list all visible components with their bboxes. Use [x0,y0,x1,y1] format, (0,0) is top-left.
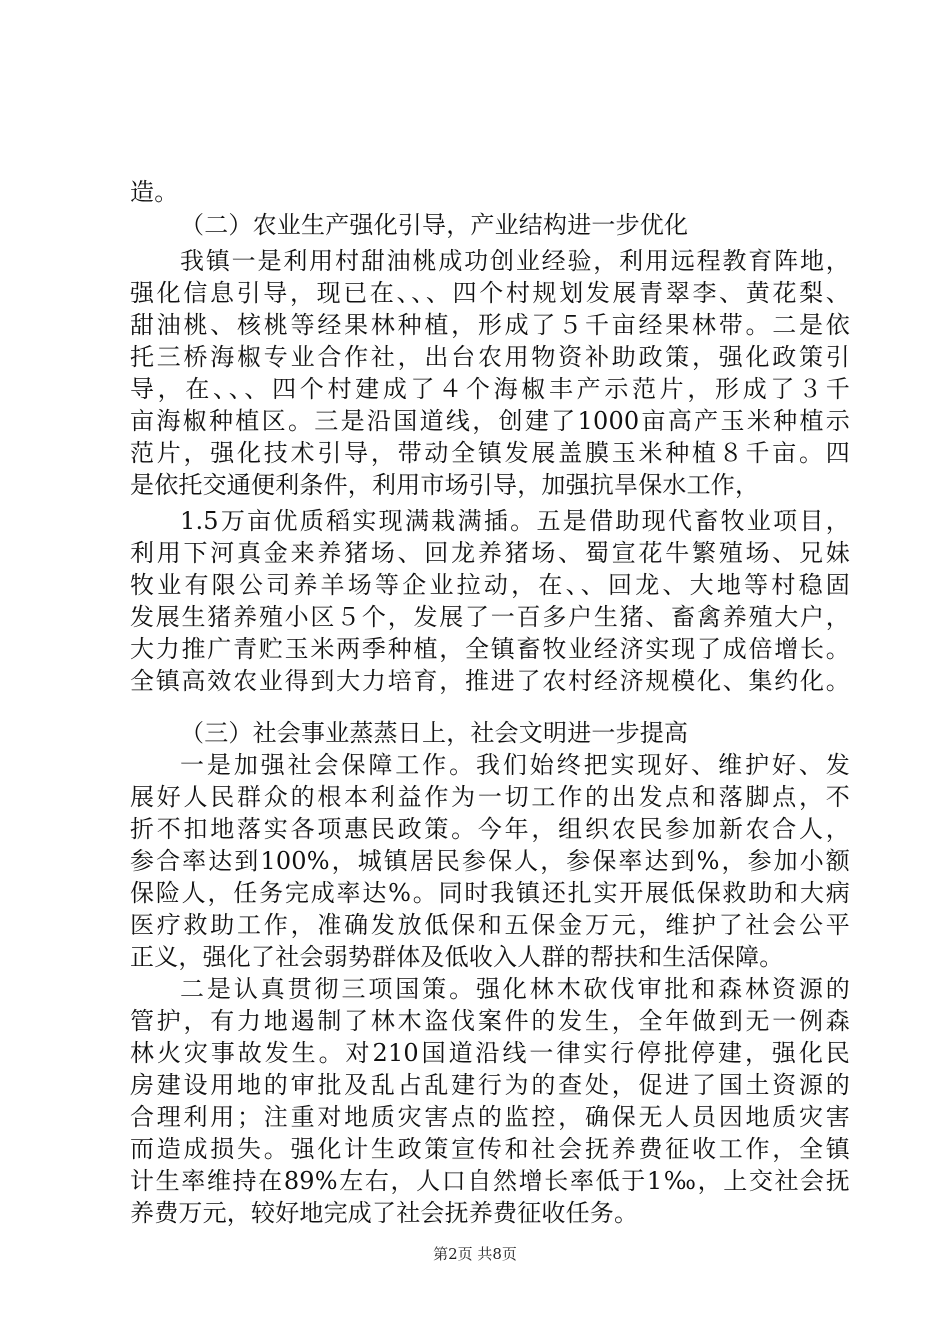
section-heading: （二）农业生产强化引导，产业结构进一步优化 [180,211,689,239]
paragraph-line: 计生率维持在89%左右，人口自然增长率低于1‰，上交社会抚 [130,1167,850,1195]
paragraph-line: 利用下河真金来养猪场、回龙养猪场、蜀宣花牛繁殖场、兄妹 [130,539,850,567]
paragraph-line: 医疗救助工作，准确发放低保和五保金万元，维护了社会公平 [130,911,850,939]
paragraph-line: 合理利用；注重对地质灾害点的监控，确保无人员因地质灾害 [130,1103,850,1131]
paragraph-line: 保险人，任务完成率达%。同时我镇还扎实开展低保救助和大病 [130,879,850,907]
paragraph-line: 展好人民群众的根本利益作为一切工作的出发点和落脚点，不 [130,783,850,811]
paragraph-line: 亩海椒种植区。三是沿国道线，创建了1000亩高产玉米种植示 [130,407,850,435]
paragraph-line: 管护，有力地遏制了林木盗伐案件的发生，全年做到无一例森 [130,1007,850,1035]
paragraph-line: 是依托交通便利条件，利用市场引导，加强抗旱保水工作， [130,471,760,499]
paragraph-line: 而造成损失。强化计生政策宣传和社会抚养费征收工作，全镇 [130,1135,850,1163]
paragraph-line: 全镇高效农业得到大力培育，推进了农村经济规模化、集约化。 [130,667,850,695]
paragraph-line: 林火灾事故发生。对210国道沿线一律实行停批停建，强化民 [130,1039,850,1067]
paragraph-line: 发展生猪养殖小区５个，发展了一百多户生猪、畜禽养殖大户， [130,603,850,631]
paragraph-line: 导，在、、、四个村建成了４个海椒丰产示范片，形成了３千 [130,375,850,403]
paragraph-line: 房建设用地的审批及乱占乱建行为的查处，促进了国土资源的 [130,1071,850,1099]
paragraph-line: 我镇一是利用村甜油桃成功创业经验，利用远程教育阵地， [180,247,850,275]
paragraph-line: 养费万元，较好地完成了社会抚养费征收任务。 [130,1199,639,1227]
page-number-footer: 第2页 共8页 [433,1245,517,1263]
paragraph-line: 1.5万亩优质稻实现满栽满插。五是借助现代畜牧业项目， [180,507,850,535]
paragraph-line: 造。 [130,178,179,206]
paragraph-line: 折不扣地落实各项惠民政策。今年，组织农民参加新农合人， [130,815,850,843]
paragraph-line: 二是认真贯彻三项国策。强化林木砍伐审批和森林资源的 [180,975,850,1003]
paragraph-line: 牧业有限公司养羊场等企业拉动，在、、回龙、大地等村稳固 [130,571,850,599]
paragraph-line: 甜油桃、核桃等经果林种植，形成了５千亩经果林带。二是依 [130,311,850,339]
paragraph-line: 一是加强社会保障工作。我们始终把实现好、维护好、发 [180,751,850,779]
paragraph-line: 正义，强化了社会弱势群体及低收入人群的帮扶和生活保障。 [130,943,784,971]
section-heading: （三）社会事业蒸蒸日上，社会文明进一步提高 [180,719,689,747]
paragraph-line: 强化信息引导，现已在、、、四个村规划发展青翠李、黄花梨、 [130,279,850,307]
paragraph-line: 大力推广青贮玉米两季种植，全镇畜牧业经济实现了成倍增长。 [130,635,850,663]
paragraph-line: 托三桥海椒专业合作社，出台农用物资补助政策，强化政策引 [130,343,850,371]
paragraph-line: 范片，强化技术引导，带动全镇发展盖膜玉米种植８千亩。四 [130,439,850,467]
paragraph-line: 参合率达到100%，城镇居民参保人，参保率达到%，参加小额 [130,847,850,875]
